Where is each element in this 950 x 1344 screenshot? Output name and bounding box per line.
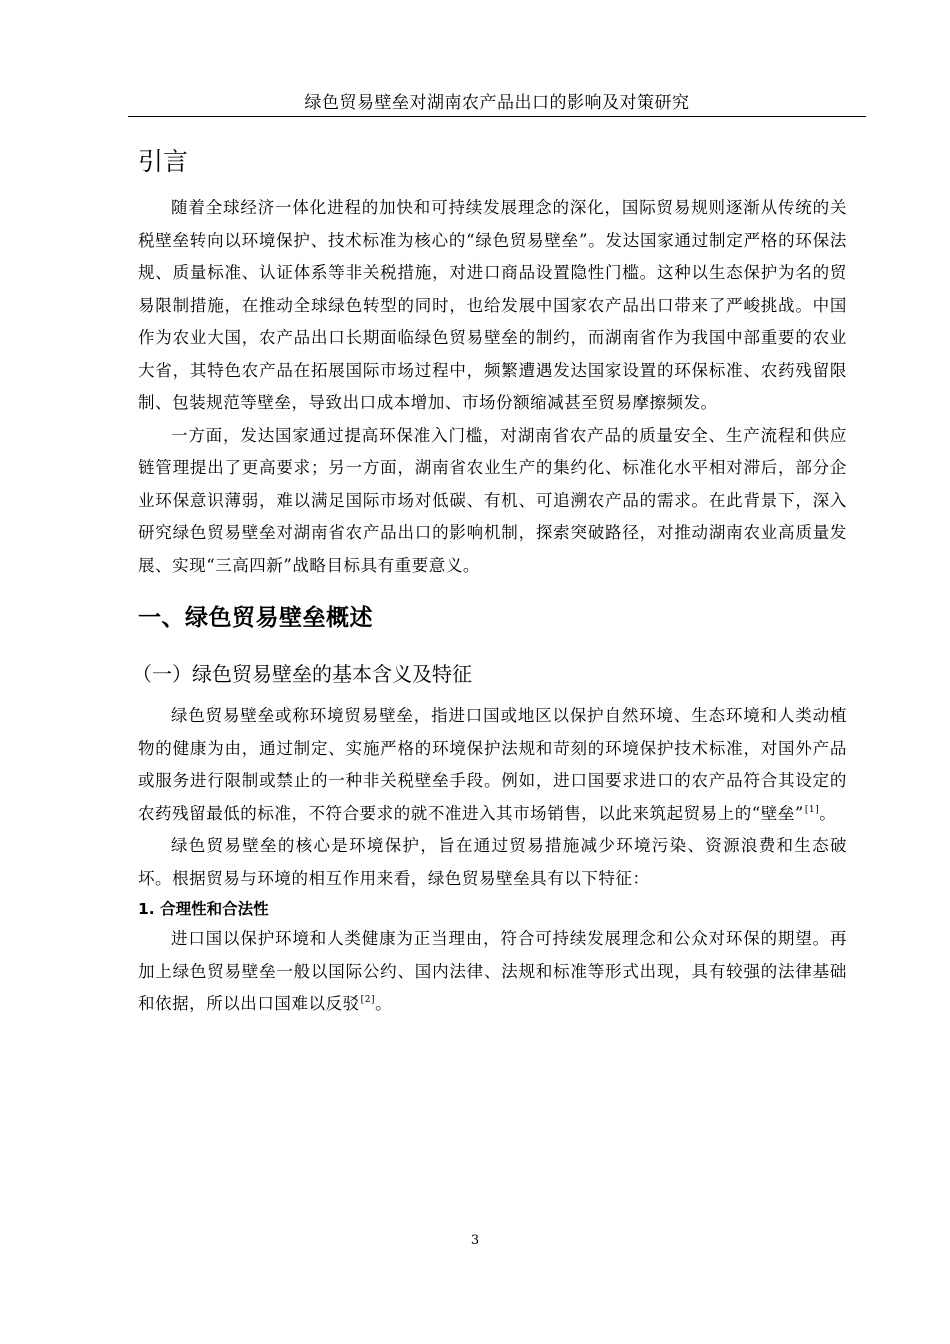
item-1-tail: 。: [375, 994, 393, 1013]
definition-text: 绿色贸易壁垒或称环境贸易壁垒，指进口国或地区以保护自然环境、生态环境和人类动植物的健康为由，通过制定、实施严格的环境保护法规和苛刻的环境保护技术标准，对国外产品或服务进行限制或禁止的一种非关税壁垒手段。例如，进口国要求进口的农产品符合其设定的农药残留最低的标准，不符合要求的就不准进入其市场销售，以此来筑起贸易上的“壁垒”: [138, 706, 847, 823]
page-content: [132, 140, 847, 1021]
definition-tail: 。: [819, 803, 837, 823]
section-1-heading: 一、绿色贸易壁垒概述: [138, 605, 373, 631]
citation-1: [1]: [804, 804, 820, 815]
item-1-heading: 1. 合理性和合法性: [138, 900, 269, 918]
intro-heading: 引言: [138, 147, 189, 176]
header-rule: [128, 116, 866, 117]
citation-2: [2]: [360, 995, 376, 1005]
page-number: 3: [470, 1233, 480, 1248]
definition-paragraph: [138, 700, 847, 830]
intro-paragraph-2: 一方面，发达国家通过提高环保准入门槛，对湖南省农产品的质量安全、生产流程和供应链管理提出了更高要求；另一方面，湖南省农业生产的集约化、标准化水平相对滞后，部分企业环保意识薄弱，难以满足国际市场对低碳、有机、可追溯农产品的需求。在此背景下，深入研究绿色贸易壁垒对湖南省农产品出口的影响机制，探索突破路径，对推动湖南农业高质量发展、实现“三高四新”战略目标具有重要意义。: [138, 425, 847, 575]
core-paragraph: 绿色贸易壁垒的核心是环境保护，旨在通过贸易措施减少环境污染、资源浪费和生态破坏。根据贸易与环境的相互作用来看，绿色贸易壁垒具有以下特征：: [138, 836, 847, 888]
running-header-title: 绿色贸易壁垒对湖南农产品出口的影响及对策研究: [304, 93, 690, 113]
subsection-1-heading: （一）绿色贸易壁垒的基本含义及特征: [132, 662, 472, 686]
item-1-paragraph: [138, 923, 847, 1021]
item-1-text: 进口国以保护环境和人类健康为正当理由，符合可持续发展理念和公众对环保的期望。再加上绿色贸易壁垒一般以国际公约、国内法律、法规和标准等形式出现，具有较强的法律基础和依据，所以出口国难以反驳: [138, 929, 847, 1013]
intro-paragraph-1: 随着全球经济一体化进程的加快和可持续发展理念的深化，国际贸易规则逐渐从传统的关税壁垒转向以环境保护、技术标准为核心的“绿色贸易壁垒”。发达国家通过制定严格的环保法规、质量标准、认证体系等非关税措施，对进口商品设置隐性门槛。这种以生态保护为名的贸易限制措施，在推动全球绿色转型的同时，也给发展中国家农产品出口带来了严峻挑战。中国作为农业大国，农产品出口长期面临绿色贸易壁垒的制约，而湖南省作为我国中部重要的农业大省，其特色农产品在拓展国际市场过程中，频繁遭遇发达国家设置的环保标准、农药残留限制、包装规范等壁垒，导致出口成本增加、市场份额缩减甚至贸易摩擦频发。: [138, 198, 847, 412]
